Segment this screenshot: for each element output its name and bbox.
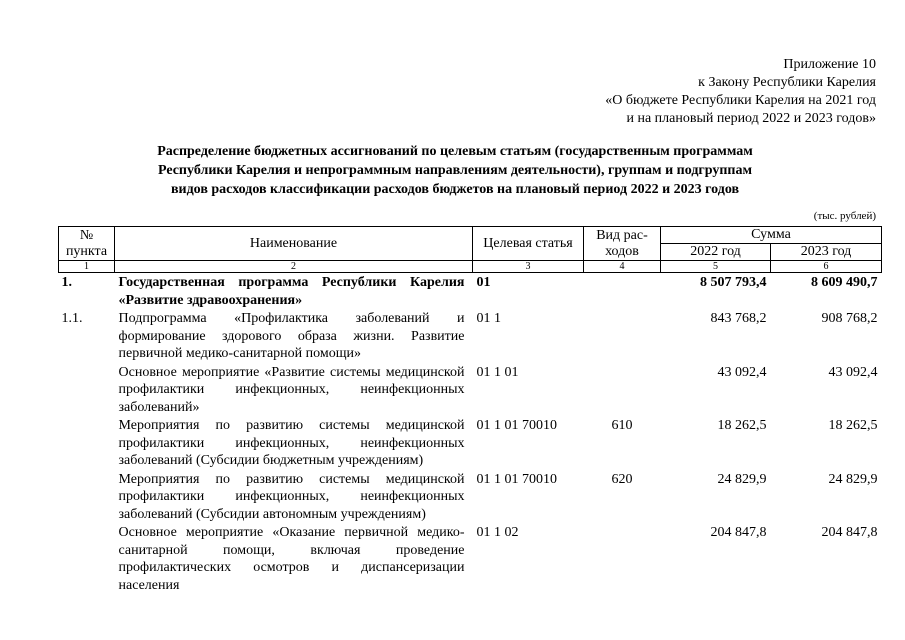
header-sum: Сумма [661,227,882,244]
budget-table [58,226,882,594]
row-code: 01 1 [476,311,501,326]
column-number: 4 [584,261,661,273]
header-2022: 2022 год [661,244,771,261]
document-title [60,142,850,199]
header-name: Наименование [115,227,473,261]
appendix-line: к Закону Республики Карелия [698,75,876,90]
header-num: № пункта [59,227,115,261]
row-name: Подпрограмма «Профилактика заболеваний и формирование здорового образа жизни. Развитие первичной медико-санитарной помощи» [118,311,465,361]
row-num [59,363,115,417]
appendix-line: «О бюджете Республики Карелия на 2021 год [605,93,876,108]
units-label: (тыс. рублей) [813,210,876,222]
row-code: 01 1 02 [476,525,519,540]
table-row [59,273,882,310]
header-2023: 2023 год [771,244,882,261]
row-code: 01 [476,275,491,290]
row-code: 01 1 01 70010 [476,418,557,433]
row-2022: 24 829,9 [717,471,767,487]
row-num: 1.1. [61,311,83,326]
column-number: 5 [661,261,771,273]
row-2023: 908 768,2 [821,311,878,326]
row-2022: 8 507 793,4 [700,275,767,290]
column-number: 2 [115,261,473,273]
row-2022: 843 768,2 [710,311,767,326]
row-2023: 43 092,4 [828,364,878,380]
row-type: 610 [611,418,633,433]
row-num: 1. [61,275,72,290]
row-type [584,363,661,417]
row-code: 01 1 01 70010 [476,471,557,487]
row-name: Государственная программа Республики Карелия «Развитие здравоохранения» [118,275,465,308]
row-name: Основное мероприятие «Оказание первичной медико-санитарной помощи, включая проведение профилактических осмотров и диспансеризации населения [118,525,465,593]
row-num [59,416,115,470]
row-type [584,523,661,594]
row-type [584,309,661,363]
row-type: 620 [611,471,633,487]
table-row [59,363,882,417]
column-number: 3 [473,261,584,273]
row-name: Мероприятия по развитию системы медицинской профилактики инфекционных, неинфекционных заболеваний (Субсидии автономным учреждениям) [118,471,465,522]
title-line: Республики Карелия и непрограммным направлениям деятельности), группам и подгруппам [157,163,753,178]
row-num [59,470,115,524]
row-name: Основное мероприятие «Развитие системы медицинской профилактики инфекционных, неинфекционных заболеваний» [118,364,465,415]
row-2023: 18 262,5 [828,418,878,433]
appendix-line: и на плановый период 2022 и 2023 годов» [626,111,876,126]
header-code: Целевая статья [473,227,584,261]
row-2023: 204 847,8 [821,525,878,540]
table-row [59,416,882,470]
row-2022: 18 262,5 [717,418,767,433]
appendix-reference [605,56,876,128]
row-2022: 204 847,8 [710,525,767,540]
table-row [59,523,882,594]
appendix-line: Приложение 10 [783,57,876,72]
column-number: 1 [59,261,115,273]
row-2023: 24 829,9 [828,471,878,487]
row-2023: 8 609 490,7 [811,275,878,290]
table-row [59,309,882,363]
header-type: Вид рас-ходов [584,227,661,261]
row-2022: 43 092,4 [717,364,767,380]
title-line: Распределение бюджетных ассигнований по целевым статьям (государственным программам [157,144,753,159]
row-name: Мероприятия по развитию системы медицинской профилактики инфекционных, неинфекционных заболеваний (Субсидии бюджетным учреждениям) [118,418,465,468]
row-type [584,273,661,310]
table-row [59,470,882,524]
title-line: видов расходов классификации расходов бюджетов на плановый период 2022 и 2023 годов [170,182,740,197]
column-number: 6 [771,261,882,273]
row-code: 01 1 01 [476,364,519,380]
row-num [59,523,115,594]
